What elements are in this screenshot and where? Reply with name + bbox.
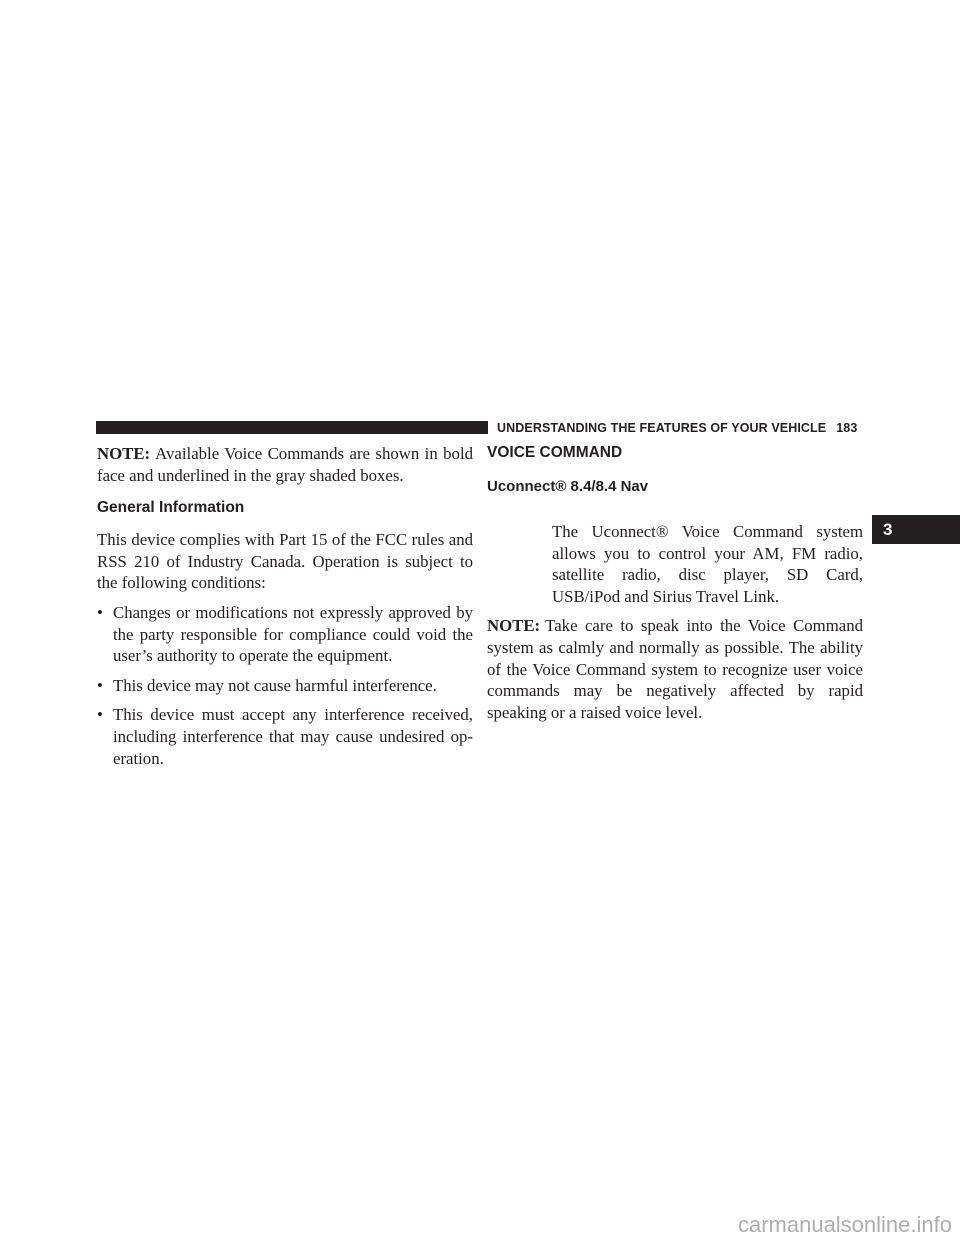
note-paragraph bbox=[97, 443, 473, 486]
general-information-heading: General Information bbox=[97, 499, 245, 517]
description-paragraph: The Uconnect® Voice Command system allows you to control your AM, FM radio, satellite radio, disc player, SD Card, USB/iPod and Sirius Travel Link. bbox=[552, 522, 863, 606]
watermark: carmanualsonline.info bbox=[737, 1212, 952, 1237]
bullet-icon: • bbox=[97, 602, 103, 622]
note-label: NOTE: bbox=[487, 616, 541, 636]
note-text: Take care to speak into the Voice Command system as calmly and normally as possible. The ability of the Voice Command system to recognize user voice commands may be negatively affected by rapid speaking or a raised voice level. bbox=[487, 616, 863, 722]
header-rule bbox=[96, 421, 488, 434]
note-text: Available Voice Commands are shown in bold face and underlined in the gray shaded boxes. bbox=[97, 444, 473, 485]
list-item-text: Changes or modifications not expressly approved by the party responsible for compliance could void the user’s authority to operate the equipment. bbox=[113, 602, 473, 666]
conditions-list bbox=[97, 602, 473, 769]
header-title: UNDERSTANDING THE FEATURES OF YOUR VEHICLE bbox=[497, 421, 827, 435]
note-paragraph bbox=[487, 615, 863, 723]
chapter-tab: 3 bbox=[872, 515, 960, 544]
list-item-text: This device may not cause harmful interference. bbox=[113, 675, 437, 695]
running-header bbox=[497, 419, 867, 437]
right-column bbox=[487, 443, 863, 723]
page-number: 183 bbox=[836, 421, 858, 435]
intro-paragraph: This device complies with Part 15 of the FCC rules and RSS 210 of Industry Canada. Operation is subject to the following conditions: bbox=[97, 530, 473, 593]
note-label: NOTE: bbox=[97, 444, 151, 463]
bullet-icon: • bbox=[97, 675, 103, 695]
list-item bbox=[97, 675, 473, 697]
list-item bbox=[97, 704, 473, 769]
voice-command-heading: VOICE COMMAND bbox=[487, 444, 623, 461]
left-column bbox=[97, 443, 473, 769]
list-item-text: This device must accept any interference received, including interference that may cause undesired op-eration. bbox=[113, 705, 473, 768]
list-item bbox=[97, 602, 473, 667]
bullet-icon: • bbox=[97, 705, 103, 725]
uconnect-heading: Uconnect® 8.4/8.4 Nav bbox=[487, 478, 649, 495]
